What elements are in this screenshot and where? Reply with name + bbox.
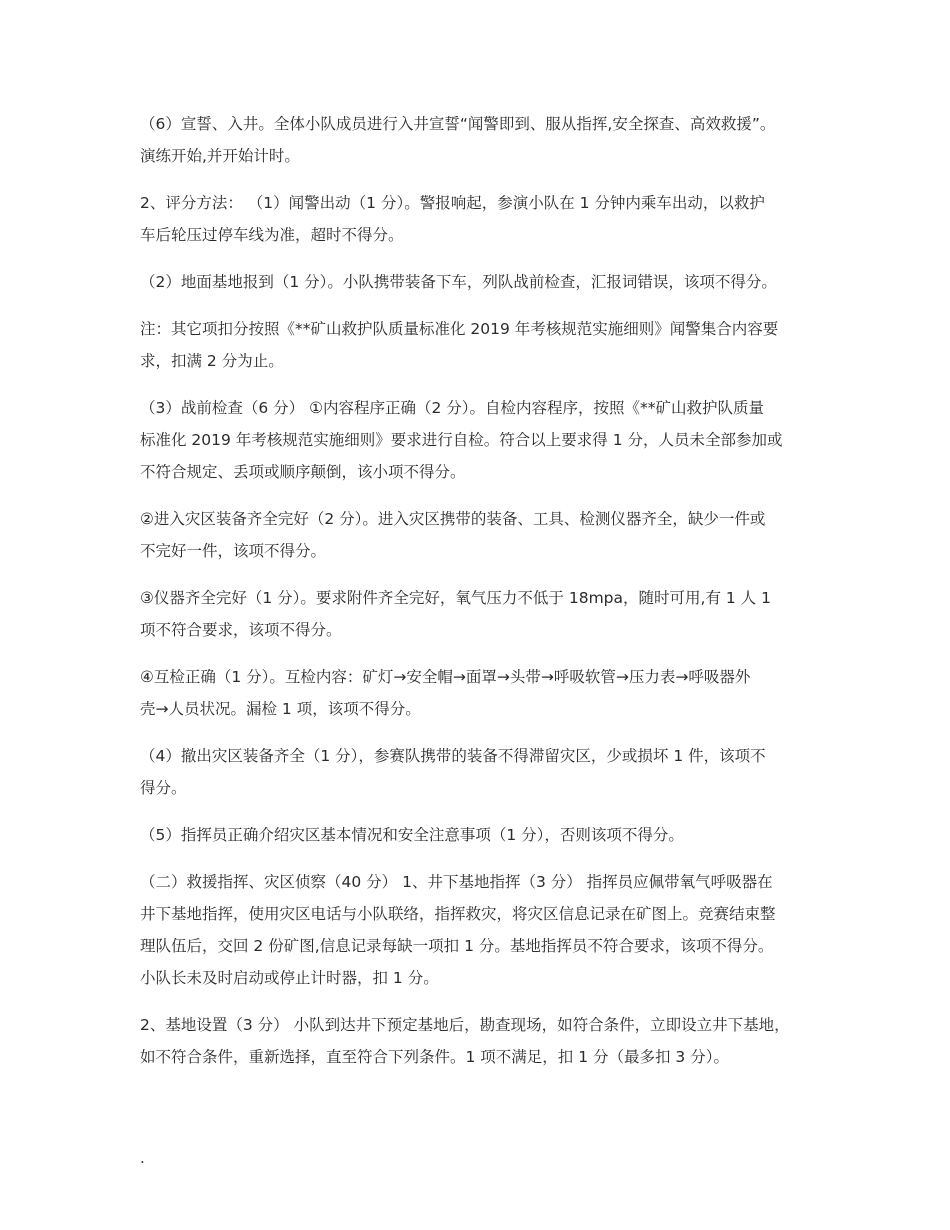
paragraph — [140, 582, 830, 646]
text-line: 得分。 — [140, 779, 187, 797]
text-line: 注：其它项扣分按照《**矿山救护队质量标准化 2019 年考核规范实施细则》闻警集合内容要 — [140, 320, 779, 338]
document-body — [140, 108, 830, 1088]
text-line: ④互检正确（1 分）。互检内容：矿灯→安全帽→面罩→头带→呼吸软管→压力表→呼吸器外 — [140, 668, 751, 686]
paragraph — [140, 1009, 830, 1073]
page-footer-mark: . — [140, 1149, 145, 1167]
paragraph — [140, 819, 830, 851]
text-line: 如不符合条件，重新选择，直至符合下列条件。1 项不满足，扣 1 分（最多扣 3 分）。 — [140, 1048, 729, 1066]
text-line: ②进入灾区装备齐全完好（2 分）。进入灾区携带的装备、工具、检测仪器齐全，缺少一件或 — [140, 510, 766, 528]
text-line: （6）宣誓、入井。全体小队成员进行入井宣誓“闻警即到、服从指挥,安全探查、高效救援”。 — [140, 115, 776, 133]
text-line: 不符合规定、丢项或顺序颠倒，该小项不得分。 — [140, 463, 466, 481]
text-line: 求，扣满 2 分为止。 — [140, 352, 284, 370]
paragraph — [140, 266, 830, 298]
paragraph — [140, 866, 830, 994]
text-line: （4）撤出灾区装备齐全（1 分），参赛队携带的装备不得滞留灾区，少或损坏 1 件，该项不 — [140, 747, 766, 765]
text-line: 井下基地指挥，使用灾区电话与小队联络，指挥救灾，将灾区信息记录在矿图上。竞赛结束整 — [140, 905, 776, 923]
text-line: （二）救援指挥、灾区侦察（40 分） 1、井下基地指挥（3 分） 指挥员应佩带氧气呼吸器在 — [140, 873, 773, 891]
text-line: 理队伍后，交回 2 份矿图,信息记录每缺一项扣 1 分。基地指挥员不符合要求，该项不得分。 — [140, 937, 774, 955]
text-line: 车后轮压过停车线为准，超时不得分。 — [140, 226, 404, 244]
text-line: 项不符合要求，该项不得分。 — [140, 621, 342, 639]
paragraph — [140, 187, 830, 251]
paragraph — [140, 108, 830, 172]
text-line: 2、评分方法： （1）闻警出动（1 分）。警报响起，参演小队在 1 分钟内乘车出动，以救护 — [140, 194, 765, 212]
text-line: （5）指挥员正确介绍灾区基本情况和安全注意事项（1 分），否则该项不得分。 — [140, 826, 684, 844]
text-line: ③仪器齐全完好（1 分）。要求附件齐全完好，氧气压力不低于 18mpa，随时可用,有 1 人 1 — [140, 589, 771, 607]
paragraph — [140, 503, 830, 567]
paragraph — [140, 392, 830, 488]
text-line: （2）地面基地报到（1 分）。小队携带装备下车，列队战前检查，汇报词错误，该项不得分。 — [140, 273, 777, 291]
text-line: 壳→人员状况。漏检 1 项，该项不得分。 — [140, 700, 421, 718]
text-line: 不完好一件，该项不得分。 — [140, 542, 327, 560]
paragraph — [140, 661, 830, 725]
paragraph — [140, 313, 830, 377]
text-line: （3）战前检查（6 分） ①内容程序正确（2 分）。自检内容程序，按照《**矿山救护队质量 — [140, 399, 765, 417]
text-line: 小队长未及时启动或停止计时器，扣 1 分。 — [140, 969, 439, 987]
text-line: 演练开始,并开始计时。 — [140, 147, 300, 165]
text-line: 标准化 2019 年考核规范实施细则》要求进行自检。符合以上要求得 1 分，人员未全部参加或 — [140, 431, 783, 449]
paragraph — [140, 740, 830, 804]
text-line: 2、基地设置（3 分） 小队到达井下预定基地后，勘查现场，如符合条件，立即设立井下基地， — [140, 1016, 790, 1034]
